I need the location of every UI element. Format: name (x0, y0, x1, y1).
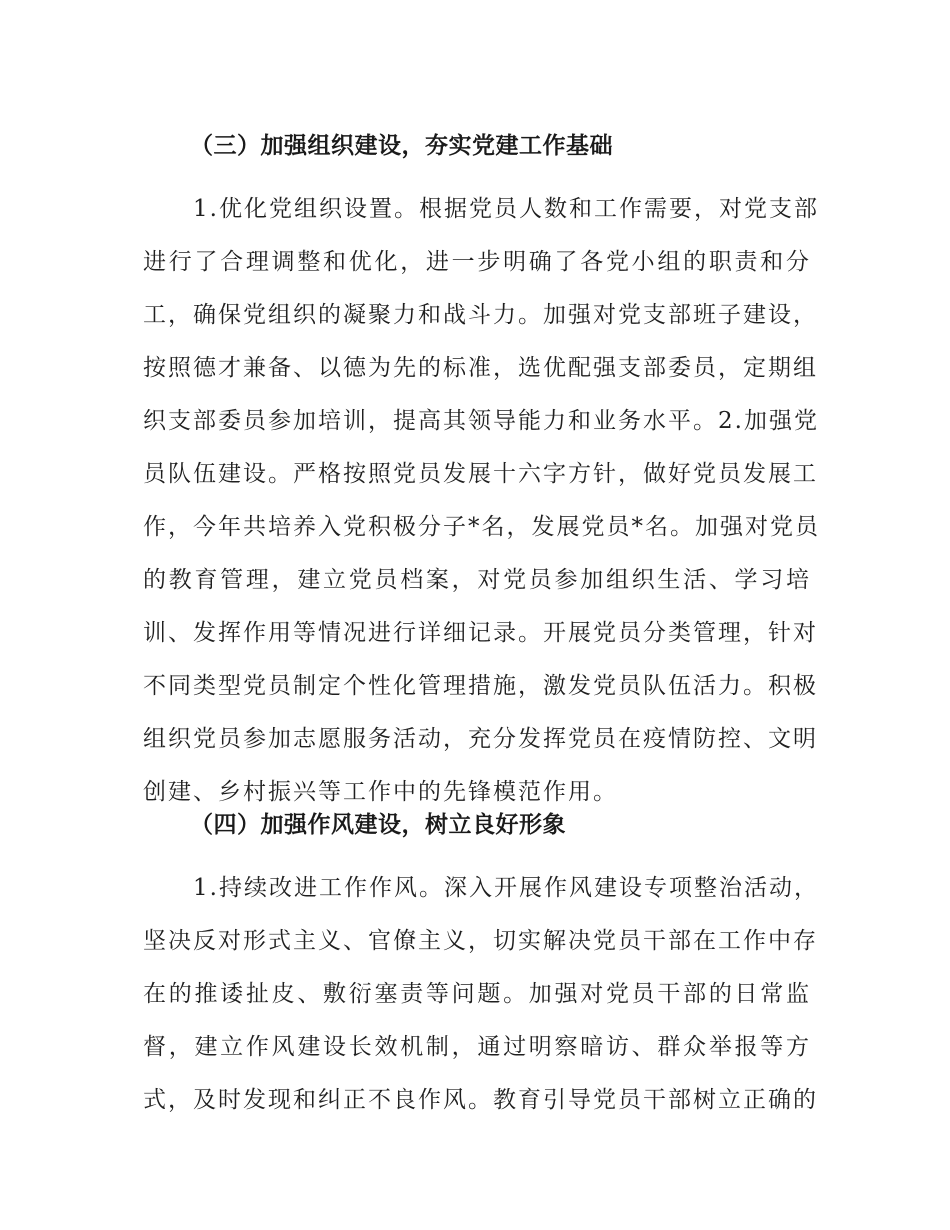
paragraph-line: 员队伍建设。严格按照党员发展十六字方针，做好党员发展工 (143, 461, 818, 487)
paragraph-line: 训、发挥作用等情况进行详细记录。开展党员分类管理，针对 (143, 620, 818, 646)
paragraph-line: 式，及时发现和纠正不良作风。教育引导党员干部树立正确的 (143, 1087, 818, 1113)
paragraph-line: 按照德才兼备、以德为先的标准，选优配强支部委员，定期组 (143, 355, 818, 381)
section-3-paragraph (143, 183, 820, 819)
section-heading-4-text: （四）加强作风建设，树立良好形象 (190, 812, 566, 838)
paragraph-line: 在的推诿扯皮、敷衍塞责等问题。加强对党员干部的日常监 (143, 981, 811, 1007)
paragraph-line: 创建、乡村振兴等工作中的先锋模范作用。 (143, 779, 618, 805)
section-heading-3-text: （三）加强组织建设，夯实党建工作基础 (190, 133, 613, 159)
paragraph-line: 坚决反对形式主义、官僚主义，切实解决党员干部在工作中存 (143, 928, 818, 954)
paragraph-line: 工，确保党组织的凝聚力和战斗力。加强对党支部班子建设， (143, 302, 818, 328)
paragraph-line: 进行了合理调整和优化，进一步明确了各党小组的职责和分 (143, 249, 811, 275)
paragraph-line: 的教育管理，建立党员档案，对党员参加组织生活、学习培 (143, 567, 811, 593)
paragraph-line: 1.优化党组织设置。根据党员人数和工作需要，对党支部 (143, 196, 819, 222)
paragraph-line: 作，今年共培养入党积极分子*名，发展党员*名。加强对党员 (143, 514, 820, 540)
paragraph-line: 不同类型党员制定个性化管理措施，激发党员队伍活力。积极 (143, 673, 818, 699)
paragraph-line: 组织党员参加志愿服务活动，充分发挥党员在疫情防控、文明 (143, 726, 818, 752)
section-4-paragraph (143, 862, 819, 1127)
paragraph-line: 1.持续改进工作作风。深入开展作风建设专项整治活动， (143, 875, 819, 901)
paragraph-line: 织支部委员参加培训，提高其领导能力和业务水平。2.加强党 (143, 408, 819, 434)
paragraph-line: 督，建立作风建设长效机制，通过明察暗访、群众举报等方 (143, 1034, 811, 1060)
